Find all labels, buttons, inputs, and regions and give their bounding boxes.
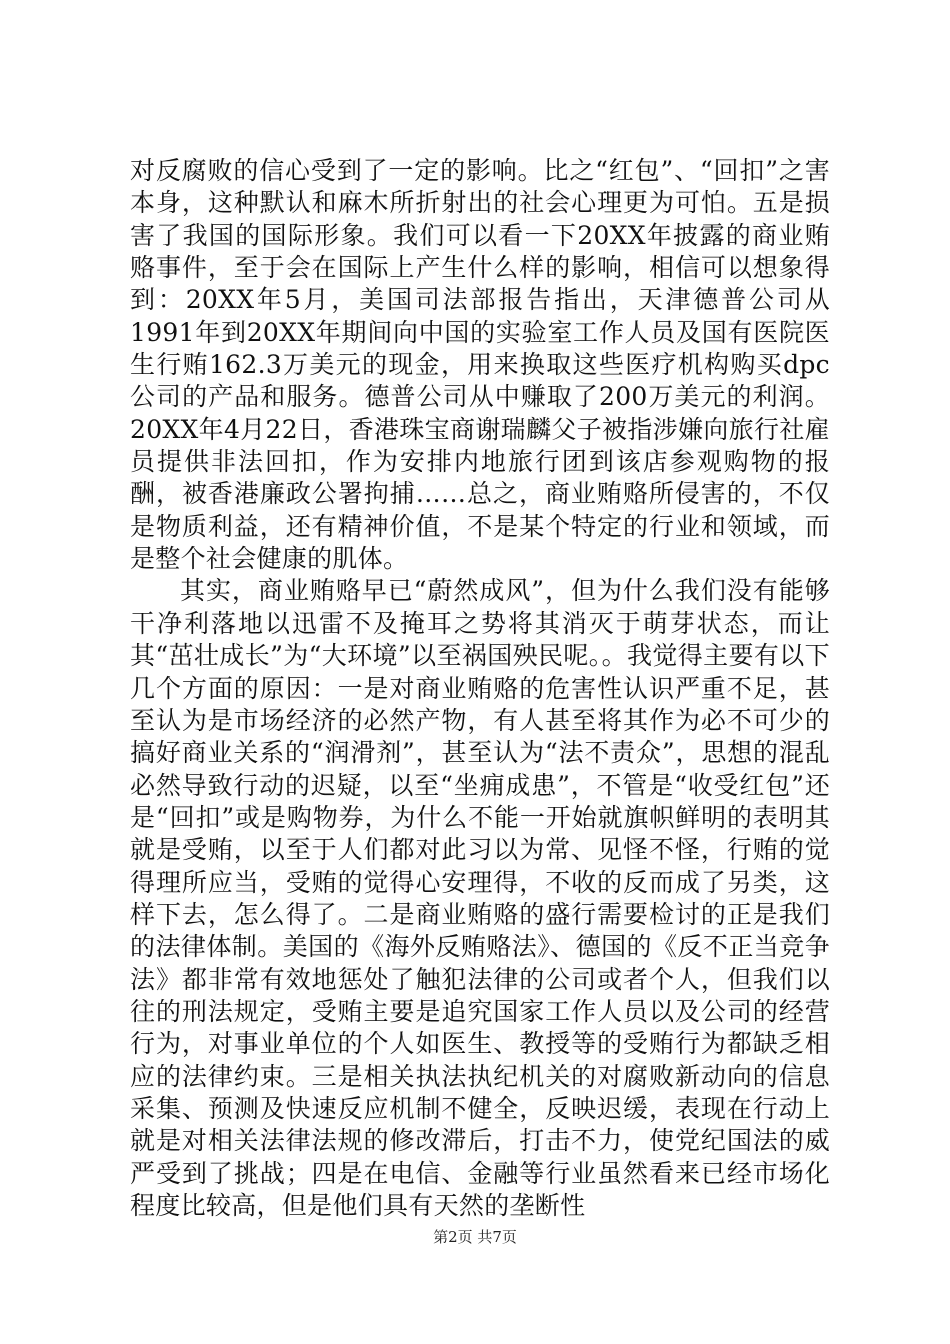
- page-number-footer: 第2页 共7页: [433, 1228, 517, 1246]
- paragraph-1: 对反腐败的信心受到了一定的影响。比之“红包”、“回扣”之害本身，这种默认和麻木所折射出的社会心理更为可怕。五是损害了我国的国际形象。我们可以看一下20XX年披露的商业贿赂事件，至于会在国际上产生什么样的影响，相信可以想象得到：20XX年5月，美国司法部报告指出，天津德普公司从1991年到20XX年期间向中国的实验室工作人员及国有医院医生行贿162.3万美元的现金，用来换取这些医疗机构购买dpc公司的产品和服务。德普公司从中赚取了200万美元的利润。20XX年4月22日，香港珠宝商谢瑞麟父子被指涉嫌向旅行社雇员提供非法回扣，作为安排内地旅行团到该店参观购物的报酬，被香港廉政公署拘捕……总之，商业贿赂所侵害的，不仅是物质利益，还有精神价值，不是某个特定的行业和领域，而是整个社会健康的肌体。: [130, 156, 830, 574]
- document-body: [130, 155, 830, 1222]
- paragraph-2: 其实，商业贿赂早已“蔚然成风”，但为什么我们没有能够干净利落地以迅雷不及掩耳之势将其消灭于萌芽状态，而让其“茁壮成长”为“大环境”以至祸国殃民呢。。我觉得主要有以下几个方面的原因：一是对商业贿赂的危害性认识严重不足，甚至认为是市场经济的必然产物，有人甚至将其作为必不可少的搞好商业关系的“润滑剂”，甚至认为“法不责众”，思想的混乱必然导致行动的迟疑，以至“坐痈成患”，不管是“收受红包”还是“回扣”或是购物券，为什么不能一开始就旗帜鲜明的表明其就是受贿，以至于人们都对此习以为常、见怪不怪，行贿的觉得理所应当，受贿的觉得心安理得，不收的反而成了另类，这样下去，怎么得了。二是商业贿赂的盛行需要检讨的正是我们的法律体制。美国的《海外反贿赂法》、德国的《反不正当竞争法》都非常有效地惩处了触犯法律的公司或者个人，但我们以往的刑法规定，受贿主要是追究国家工作人员以及公司的经营行为，对事业单位的个人如医生、教授等的受贿行为都缺乏相应的法律约束。三是相关执法执纪机关的对腐败新动向的信息采集、预测及快速反应机制不健全，反映迟缓，表现在行动上就是对相关法律法规的修改滞后，打击不力，使党纪国法的威严受到了挑战；四是在电信、金融等行业虽然看来已经市场化程度比较高，但是他们具有天然的垄断性: [130, 576, 830, 1220]
